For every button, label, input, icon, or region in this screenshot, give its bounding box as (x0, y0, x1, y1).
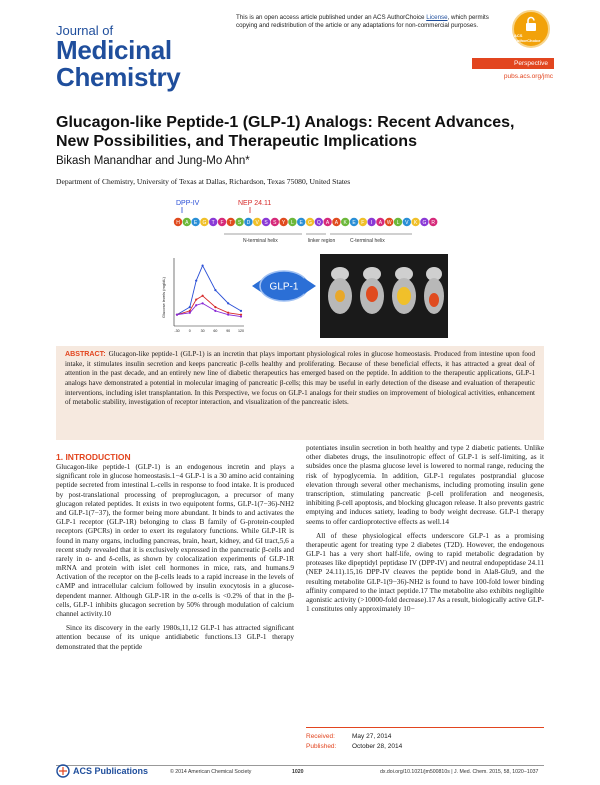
abstract-text: Glucagon-like peptide-1 (GLP-1) is an incretin that plays important physiological roles in glucose homeostasis. Produced from intestine upon food intake, it stimulates insulin secretion and keeps pancreatic β-cells healthy and proliferating. Because of these beneficial effects, it has attracted a great deal of attention in the past decade, and an entirely new line of diabetic therapeutics has emerged based on the peptide. In addition to the therapeutic applications, GLP-1 analogs have demonstrated a potential in molecular imaging of pancreatic β-cells; this may be useful in early detection of the disease and evaluation of therapeutic interventions, including islet transplantation. In this Perspective, we focus on GLP-1 analogs for their studies on improvement of biological activities, enhancement of metabolic stability, investigation of receptor interaction, and visualization of the pancreatic islets. (65, 350, 535, 407)
series-point (195, 298, 197, 300)
residue-letter: V (405, 219, 409, 226)
nep-label: NEP 24.11 (238, 200, 272, 207)
license-text-2: , which permits copying and redistribution of the article or any adaptations for non-commercial purposes. (236, 14, 489, 30)
acs-publications-logo[interactable] (56, 764, 148, 778)
residue-letter: T (229, 219, 233, 226)
series-point (240, 310, 242, 312)
residue-letter: Q (316, 219, 321, 226)
open-access-badge (512, 10, 550, 48)
series-point (214, 289, 216, 291)
residue-letter: T (211, 219, 215, 226)
residue-letter: H (176, 219, 180, 226)
residue-letter: G (422, 219, 427, 226)
residue-letter: W (386, 219, 392, 226)
residue-letter: A (334, 219, 339, 226)
series-point (227, 314, 229, 316)
chart-x-ticks (174, 329, 244, 333)
residue-letter: F (220, 219, 224, 226)
open-lock-icon (523, 16, 539, 32)
series-point (227, 302, 229, 304)
received-label: Received: (306, 733, 335, 740)
series-point (214, 310, 216, 312)
residue-letter: I (370, 219, 373, 226)
license-notice (236, 14, 508, 31)
license-link[interactable]: License (426, 14, 448, 21)
series-point (202, 264, 204, 266)
footer-copyright: © 2014 American Chemical Society (170, 769, 252, 775)
received-value: May 27, 2014 (352, 733, 392, 740)
received-date (306, 732, 544, 742)
journal-title-line1: Journal of (56, 23, 114, 38)
section-tag: Perspective (472, 58, 554, 69)
x-tick-label: 30 (200, 329, 205, 333)
residue-letter: F (361, 219, 365, 226)
residue-letter: L (396, 219, 400, 226)
x-tick-label: 60 (213, 329, 218, 333)
residue-letter: V (255, 219, 259, 226)
series-point (202, 295, 204, 297)
x-tick-label: -30 (174, 329, 180, 333)
peptide-sequence (174, 218, 438, 226)
x-tick-label: 120 (238, 329, 244, 333)
x-tick-label: 90 (226, 329, 231, 333)
dpp-iv-label: DPP-IV (176, 200, 200, 207)
residue-letter: A (185, 219, 189, 226)
page-number: 1020 (292, 769, 304, 775)
abstract-lead: ABSTRACT: (65, 350, 106, 358)
published-label: Published: (306, 743, 337, 751)
series-point (189, 312, 191, 314)
intro-paragraph-1: Glucagon-like peptide-1 (GLP-1) is an endogenous incretin and plays a significant role in glucose homeostasis.1−4 GLP-1 is a 30 amino acid containing peptide secreted from intestinal L-cells in response to food intake. It is produced by post-translational processing of preproglucagon, a precursor of many glucagon related peptides. It exists in two equipotent forms, GLP-1(7−36)-NH2 and GLP-1(7−37), the former being more abundant. It binds to and activates the GLP-1 receptor (GLP-1R) belonging to class B family of G-protein-coupled receptors (GPCRs) in order to exert its regulatory functions. While GLP-1R is found in many organs, including pancreas, brain, heart, kidney, and GI tract,5,6 a recent study revealed that it is exclusively expressed in the pancreatic β-cells and rarely in α- and δ-cells, as shown by colocalization experiments of GLP-1R mRNA and protein with islet cell hormones in mice, rats, and humans.9 Activation of the receptor on the β-cells leads to a rapid increase in the levels of cAMP and intracellular calcium followed by insulin exocytosis in a glucose-dependent manner. Although GLP-1R in the α-cells is <0.2% of that in the β-cells, GLP-1 inhibits glucagon secretion by 50% through modulation of calcium channel activity.10 (56, 462, 294, 618)
residue-letter: L (291, 219, 294, 226)
residue-letter: A (325, 219, 330, 226)
series-point (195, 280, 197, 282)
right-column (306, 443, 544, 618)
intro-paragraph-3: potentiates insulin secretion in both healthy and type 2 diabetic patients. Unlike other diabetes drugs, the insulinotropic effect of GLP-1 is self-limiting, as it subsides once the plasma glucose level is lowered to normal range, reducing the risk of hypoglycemia. In addition, GLP-1 regulates postprandial glucose elevation through several other mechanisms, including promoting insulin gene transcription, stimulating pancreatic β-cell proliferation and neogenesis, inhibiting β-cell apoptosis, and blocking glucagon release. It also prevents gastric emptying and induces satiety, leading to body weight decrease. GLP-1 therapy seems to offer cardioprotective effects as well.14 (306, 443, 544, 526)
left-column (56, 462, 294, 656)
journal-url[interactable]: pubs.acs.org/jmc (503, 73, 553, 80)
residue-letter: S (237, 219, 242, 226)
series-point (240, 315, 242, 317)
series-point (176, 314, 178, 316)
footer-citation[interactable]: dx.doi.org/10.1021/jm500810s | J. Med. Chem. 2015, 58, 1020−1037 (380, 769, 539, 775)
series-point (227, 312, 229, 314)
residue-letter: K (343, 219, 347, 226)
residue-letter: E (352, 219, 356, 226)
intro-paragraph-2: Since its discovery in the early 1980s,11,12 GLP-1 has attracted significant attention because of its unique antidiabetic functions.13 GLP-1 therapy demonstrated that the peptide (56, 623, 294, 651)
published-date (306, 742, 544, 752)
linker-label: linker region (308, 238, 336, 244)
toc-graphic (160, 196, 455, 342)
residue-letter: K (413, 219, 418, 226)
published-value: October 28, 2014 (352, 743, 403, 751)
residue-letter: A (378, 219, 383, 226)
publication-dates (306, 727, 544, 753)
series-point (195, 304, 197, 306)
series-point (214, 306, 216, 308)
chart-y-label: Glucose levels (mg/dL) (161, 277, 166, 318)
abstract (56, 346, 544, 440)
residue-letter: D (246, 219, 251, 226)
open-access-label: ACS AuthorChoice (514, 32, 541, 43)
journal-title (56, 24, 180, 90)
intro-paragraph-4: All of these physiological effects underscore GLP-1 as a promising therapeutic agent for treating type 2 diabetes (T2D). However, the endogenous GLP-1 has a very short half-life, owing to rapid metabolic degradation by proteases like dipeptidyl peptidase IV (DPP-IV) and neutral endopeptidase 24.11 (NEP 24.11).15,16 DPP-IV cleaves the peptide bond in Ala8-Glu9, and the resulting metabolite GLP-1(9−36)-NH2 is found to have 100-fold lower binding affinity compared to the intact peptide.17 The metabolite also exhibits negligible agonistic activity (>10000-fold decrease).17 As a result, biologically active GLP-1 constitutes only approximately 10− (306, 530, 544, 614)
residue-letter: S (264, 219, 268, 226)
article-title: Glucagon-like Peptide-1 (GLP-1) Analogs: Recent Advances, New Possibilities, and Therapeutic Implications (56, 114, 515, 151)
right-arrow-icon (304, 278, 316, 294)
glp1-center-label: GLP-1 (269, 281, 299, 293)
residue-letter: S (273, 219, 277, 226)
residue-letter: Y (281, 219, 286, 226)
acs-logo-icon (56, 764, 70, 778)
residue-letter: G (308, 219, 312, 226)
residue-letter: G (202, 219, 207, 226)
journal-title-line3: Chemistry (56, 61, 181, 92)
residue-letter: E (193, 219, 198, 226)
nterm-label: N-terminal helix (243, 238, 278, 244)
cterm-label: C-terminal helix (350, 238, 385, 244)
glucose-chart (161, 258, 244, 333)
series-point (240, 314, 242, 316)
author-list: Bikash Manandhar and Jung-Mo Ahn* (56, 155, 250, 167)
intro-heading: 1. INTRODUCTION (56, 452, 131, 462)
chart-series (176, 264, 242, 317)
series-point (202, 302, 204, 304)
series-point (189, 306, 191, 308)
journal-title-line2: Medicinal (56, 35, 172, 66)
acs-publications-label: ACS Publications (73, 766, 149, 776)
affiliation: Department of Chemistry, University of Texas at Dallas, Richardson, Texas 75080, United States (56, 177, 351, 186)
license-text-1: This is an open access article published under an ACS AuthorChoice (236, 14, 427, 21)
residue-letter: E (299, 219, 303, 226)
x-tick-label: 0 (188, 329, 191, 333)
residue-letter: R (431, 219, 436, 226)
